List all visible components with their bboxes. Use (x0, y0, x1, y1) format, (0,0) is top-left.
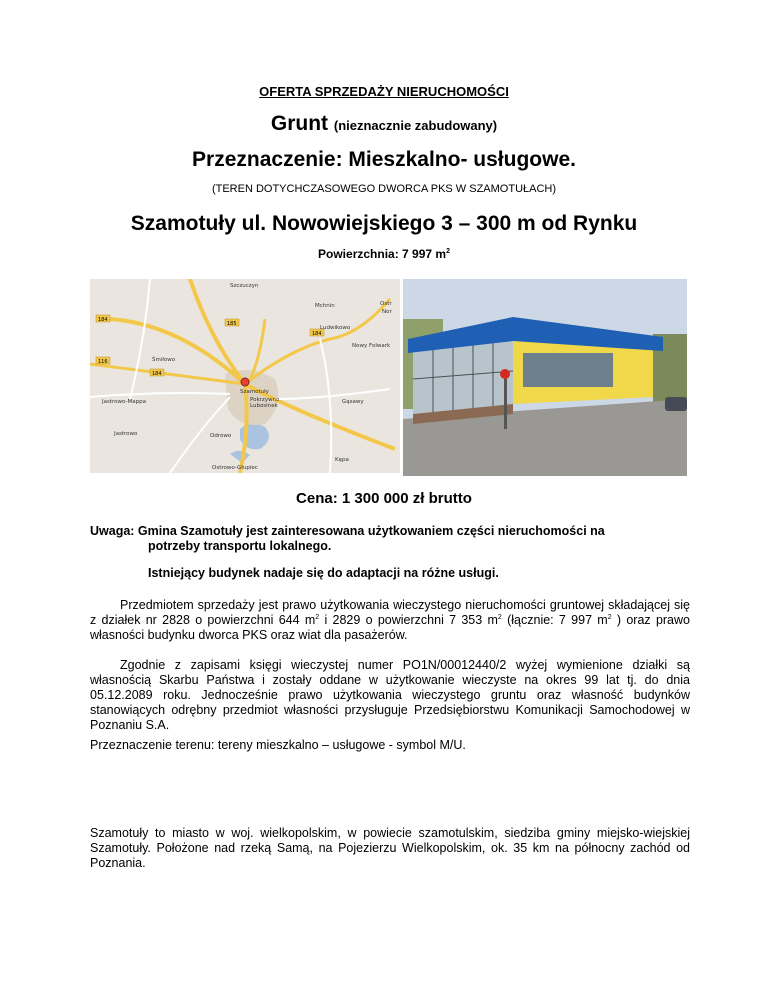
map-label-7: Szamotuły (240, 389, 269, 395)
map-label-5: Nowy Folwark (352, 343, 391, 349)
map-label-3: Nor (382, 309, 392, 315)
map-label-8: Jastrowo-Mappa (102, 399, 146, 405)
paragraph-2: Zgodnie z zapisami księgi wieczystej numer PO1N/00012440/2 wyżej wymienione działki są własnością Skarbu Państwa i zostały oddane w użytkowanie wieczyste na okres 99 lat tj. do dnia 05.12.2089 roku. Jednocześnie prawo użytkowania wieczystego gruntu oraz własność budynków stanowiących odrębny przedmiot własności przysługuje Przedsiębiorstwu Komunikacji Samochodowej w Poznaniu S.A. (90, 658, 690, 732)
photo-sign (500, 369, 510, 379)
map-road-num-3: 184 (312, 331, 322, 337)
paragraph-1 (90, 598, 690, 643)
price: Cena: 1 300 000 zł brutto (296, 490, 472, 507)
address-heading: Szamotuły ul. Nowowiejskiego 3 – 300 m od Rynku (130, 212, 638, 235)
map-road-num-1: 116 (98, 359, 108, 365)
area-sup: 2 (446, 248, 450, 255)
offer-title: OFERTA SPRZEDAŻY NIERUCHOMOŚCI (259, 84, 509, 99)
map-label-15: Lubosinek (250, 403, 278, 409)
uwaga-line-1: Uwaga: Gmina Szamotuły jest zainteresowana użytkowaniem części nieruchomości na (90, 524, 605, 538)
map-pin (241, 378, 249, 386)
p1-sup-1: 2 (315, 613, 320, 621)
location-map (90, 279, 400, 473)
paragraph-4: Szamotuły to miasto w woj. wielkopolskim, w powiecie szamotulskim, siedziba gminy miejsko-wiejskiej Szamotuły. Położone nad rzeką Samą, na Pojezierzu Wielkopolskim, ok. 35 km na północny zachód od Poznania. (90, 826, 690, 870)
photo-car (665, 397, 687, 411)
grunt-main: Grunt (270, 112, 329, 135)
map-label-13: Ostrowo-Głupiec (212, 465, 258, 471)
p1-sup-3: 2 (607, 613, 612, 621)
photo-svg (403, 279, 687, 476)
p1-d: ) oraz prawo własności budynku dworca PKS oraz wiat dla pasażerów. (90, 613, 690, 642)
map-label-10: Jastrowo (114, 431, 138, 437)
area-label (0, 247, 768, 261)
map-road-num-0: 184 (98, 317, 108, 323)
map-label-9: Gąsawy (342, 399, 364, 405)
map-svg (90, 279, 400, 473)
map-label-6: Śmiłowo (152, 357, 176, 363)
map-road-num-2: 185 (227, 321, 237, 327)
p1-c: (łącznie: 7 997 m (501, 613, 608, 627)
map-label-2: Ostr (380, 301, 392, 307)
area-text: Powierzchnia: 7 997 m (318, 247, 447, 261)
uwaga-note (90, 524, 690, 554)
przeznaczenie-heading: Przeznaczenie: Mieszkalno- usługowe. (192, 148, 576, 171)
map-label-12: Kępa (335, 457, 349, 463)
map-label-4: Ludwikowo (320, 325, 351, 331)
teren-note: (TEREN DOTYCHCZASOWEGO DWORCA PKS W SZAMOTUŁACH) (211, 183, 557, 195)
grunt-heading (0, 112, 768, 136)
map-road-num-4: 184 (152, 371, 162, 377)
map-label-1: Mchnin (315, 303, 335, 309)
building-photo (403, 279, 687, 476)
p1-b: i 2829 o powierzchni 7 353 m (319, 613, 498, 627)
photo-windows-side (523, 353, 613, 387)
map-label-11: Odrowo (210, 433, 232, 439)
grunt-sub: (nieznacznie zabudowany) (333, 118, 498, 133)
uwaga-line-2: potrzeby transportu lokalnego. (148, 539, 332, 553)
istniejacy-note: Istniejący budynek nadaje się do adaptacji na różne usługi. (148, 566, 499, 580)
paragraph-3: Przeznaczenie terenu: tereny mieszkalno – usługowe - symbol M/U. (90, 738, 466, 752)
photo-sign-post (504, 374, 507, 429)
map-label-14: Pokrzywno (250, 397, 280, 403)
map-label-0: Szczuczyn (230, 283, 259, 289)
p1-a: Przedmiotem sprzedaży jest prawo użytkowania wieczystego nieruchomości gruntowej składającej się z działek nr 2828 o powierzchni 644 m (90, 598, 690, 627)
p1-sup-2: 2 (497, 613, 502, 621)
